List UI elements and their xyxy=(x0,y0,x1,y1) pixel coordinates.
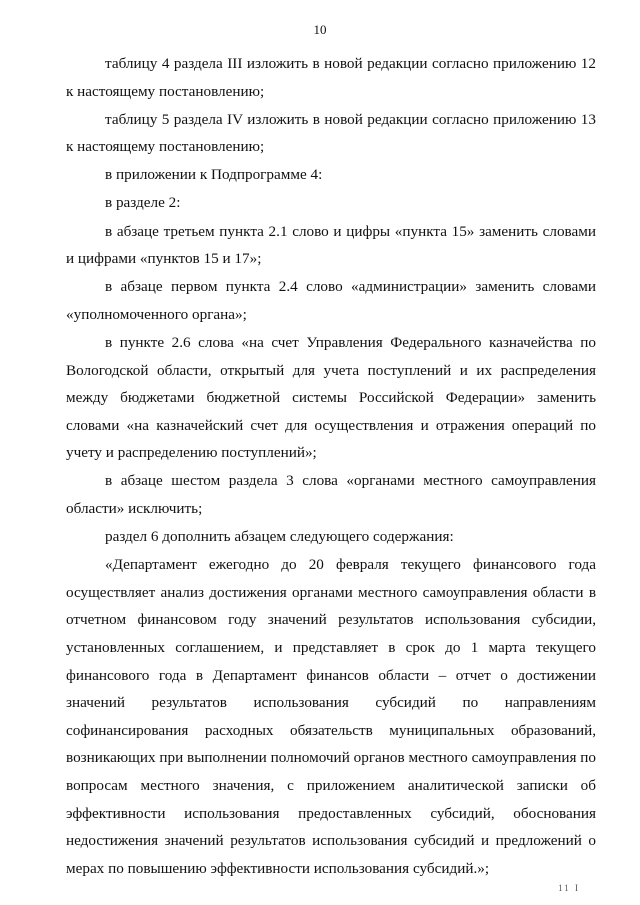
paragraph-section-3: в абзаце шестом раздела 3 слова «органами местного самоуправления области» исключить; xyxy=(66,472,596,517)
paragraph-section-2: в разделе 2: xyxy=(105,194,181,212)
paragraph-clause-2-6: в пункте 2.6 слова «на счет Управления Федерального казначейства по Вологодской области, открытый для учета поступлений и их распределения между бюджетами бюджетной системы Российской Федерации» заменить словами «на казначейский счет для осуществления и отражения операций по учету и распределению поступлений»; xyxy=(66,333,596,462)
paragraph-table-4: таблицу 4 раздела III изложить в новой редакции согласно приложению 12 к настоящему постановлению; xyxy=(66,55,596,100)
paragraph-clause-2-4: в абзаце первом пункта 2.4 слово «администрации» заменить словами «уполномоченного органа»; xyxy=(66,278,596,323)
page-number: 10 xyxy=(313,22,327,37)
paragraph-department-quote: «Департамент ежегодно до 20 февраля текущего финансового года осуществляет анализ достижения органами местного самоуправления области в отчетном финансовом году значений результатов использования субсидии, установленных соглашением, и представляет в срок до 1 марта текущего финансового года в Департамент финансов области – отчет о достижении значений результатов использования субсидий по направлениям софинансирования расходных обязательств муниципальных образований, возникающих при выполнении полномочий органов местного самоуправления по вопросам местного значения, с приложением аналитической записки об эффективности использования предоставленных субсидий, обоснования недостижения значений результатов использования субсидий и предложений о мерах по повышению эффективности использования субсидий.»; xyxy=(66,556,596,877)
paragraph-section-6: раздел 6 дополнить абзацем следующего содержания: xyxy=(105,528,454,546)
paragraph-clause-2-1: в абзаце третьем пункта 2.1 слово и цифры «пункта 15» заменить словами и цифрами «пунктов 15 и 17»; xyxy=(66,222,596,268)
footer-mark: 11 I xyxy=(558,883,580,893)
document-body xyxy=(66,50,596,883)
paragraph-table-5: таблицу 5 раздела IV изложить в новой редакции согласно приложению 13 к настоящему постановлению; xyxy=(66,110,596,156)
paragraph-appendix-subprogram-4: в приложении к Подпрограмме 4: xyxy=(105,166,323,184)
